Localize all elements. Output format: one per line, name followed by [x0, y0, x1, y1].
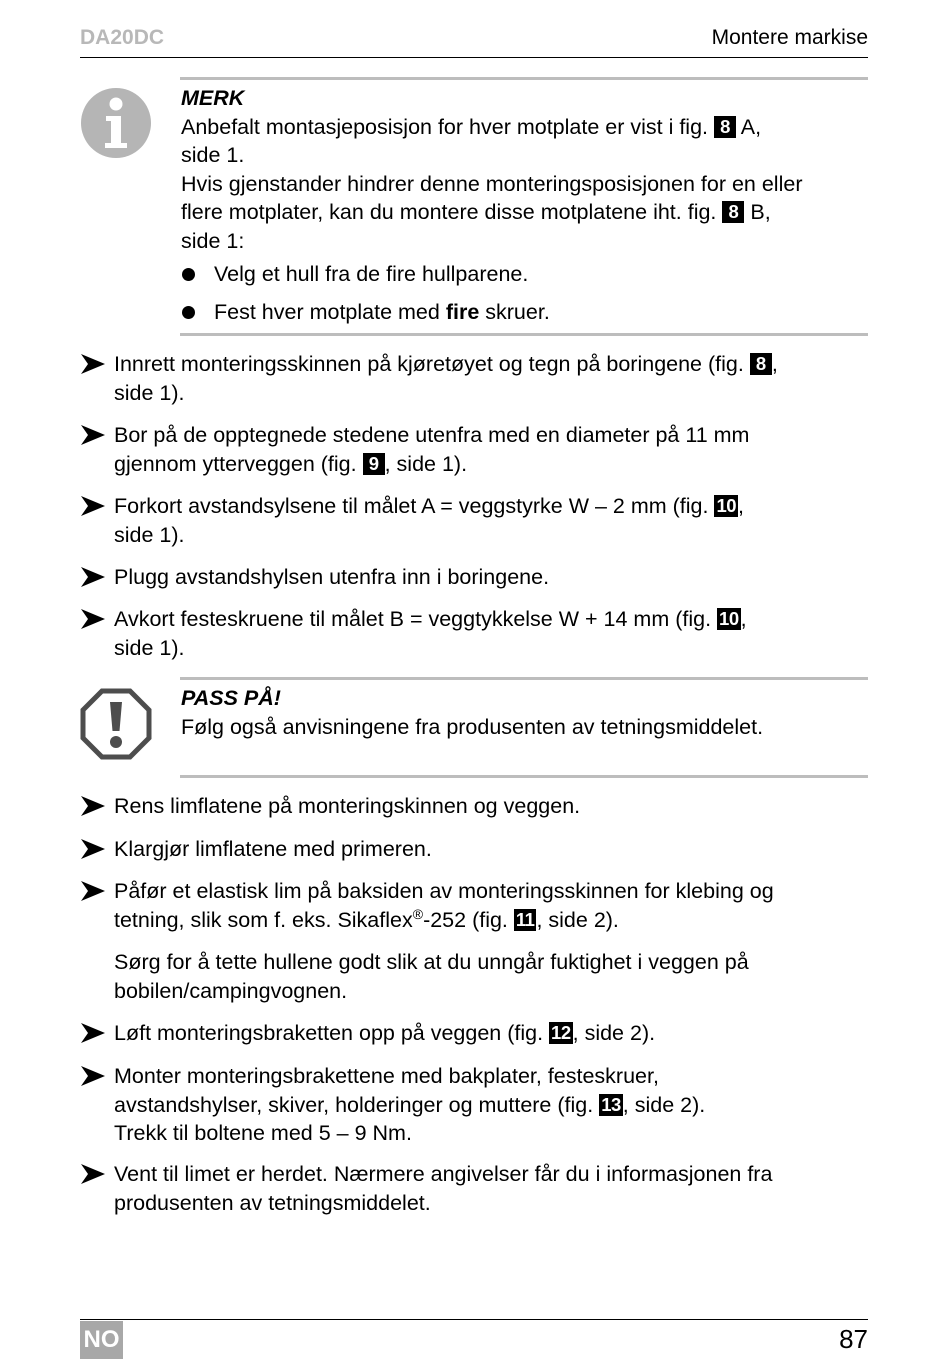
- figure-ref: 10: [719, 608, 739, 629]
- step-note-paragraph: Sørg for å tette hullene godt slik at du unngår fuktighet i veggen på bobilen/campingvognen.: [114, 950, 749, 1003]
- arrow-bullet-icon: [80, 350, 106, 378]
- step-item: Avkort festeskruene til målet B = veggtykkelse W + 14 mm (fig. 10, side 1).: [80, 605, 870, 662]
- arrow-bullet-icon: [80, 1062, 106, 1090]
- warning-text: Følg også anvisningene fra produsenten av tetningsmiddelet.: [181, 714, 764, 739]
- list-item: Fest hver motplate med fire skruer.: [181, 298, 871, 327]
- page-number: 87: [839, 1324, 868, 1354]
- note-text-line: side 1:: [181, 228, 245, 253]
- figure-ref: 12: [551, 1022, 571, 1043]
- note-box: [181, 84, 871, 255]
- arrow-bullet-icon: [80, 792, 106, 820]
- note-text-line: side 1.: [181, 143, 245, 167]
- arrow-bullet-icon: [80, 605, 106, 633]
- arrow-bullet-icon: [80, 492, 106, 520]
- header-divider: [80, 57, 868, 58]
- warning-box: [181, 684, 871, 741]
- info-icon: [80, 87, 152, 159]
- warning-top-rule: [180, 677, 868, 680]
- arrow-bullet-icon: [80, 1019, 106, 1047]
- model-name: DA20DC: [80, 26, 165, 49]
- step-item: Innrett monteringsskinnen på kjøretøyet og tegn på boringene (fig. 8 , side 1).: [80, 350, 870, 407]
- figure-ref: 8: [714, 116, 736, 138]
- note-text-line: Anbefalt montasjeposisjon for hver motplate er vist i fig. 8 A,: [181, 114, 762, 139]
- note-bottom-rule: [180, 333, 868, 336]
- language-badge: NO: [80, 1321, 123, 1359]
- figure-ref: 13: [601, 1093, 621, 1115]
- arrow-bullet-icon: [80, 421, 106, 449]
- step-item: Rens limflatene på monteringskinnen og veggen.: [80, 792, 870, 821]
- step-item: Plugg avstandshylsen utenfra inn i boringene.: [80, 563, 870, 592]
- figure-ref: 9: [363, 453, 385, 475]
- note-bullet-list: [181, 260, 871, 336]
- list-item: Velg et hull fra de fire hullparene.: [181, 260, 871, 289]
- arrow-bullet-icon: [80, 877, 106, 905]
- note-title: MERK: [181, 86, 245, 110]
- section-title: Montere markise: [711, 26, 868, 49]
- step-item: Vent til limet er herdet. Nærmere angivelser får du i informasjonen fra produsenten av tetningsmiddelet.: [80, 1160, 870, 1217]
- arrow-bullet-icon: [80, 563, 106, 591]
- footer-divider: [80, 1319, 868, 1320]
- arrow-bullet-icon: [80, 835, 106, 863]
- step-item: Løft monteringsbraketten opp på veggen (fig. 12, side 2).: [80, 1019, 870, 1048]
- step-item: Monter monteringsbrakettene med bakplater, festeskruer, avstandshylser, skiver, holderinger og muttere (fig. 13, side 2). Trekk til boltene med 5 – 9 Nm.: [80, 1062, 870, 1148]
- step-item: Bor på de opptegnede stedene utenfra med en diameter på 11 mm gjennom ytterveggen (fig. 9 , side 1).: [80, 421, 870, 478]
- note-top-rule: [180, 77, 868, 80]
- step-item: Påfør et elastisk lim på baksiden av monteringsskinnen for klebing og tetning, slik som f. eks. Sikaflex®-252 (fig. 11, side 2).: [80, 877, 870, 934]
- step-item: Klargjør limflatene med primeren.: [80, 835, 870, 864]
- step-item: Forkort avstandsylsene til målet A = veggstyrke W – 2 mm (fig. 10, side 1).: [80, 492, 870, 549]
- figure-ref: 8: [722, 201, 744, 223]
- figure-ref: 11: [515, 908, 535, 930]
- arrow-bullet-icon: [80, 1160, 106, 1188]
- warning-octagon-icon: [80, 688, 152, 760]
- figure-ref: 10: [716, 495, 737, 516]
- warning-bottom-rule: [180, 775, 868, 778]
- note-text-line: Hvis gjenstander hindrer denne monteringsposisjonen for en eller: [181, 171, 803, 196]
- note-text-line: flere motplater, kan du montere disse motplatene iht. fig. 8 B,: [181, 200, 771, 224]
- warning-title: PASS PÅ!: [181, 686, 281, 710]
- figure-ref: 8: [750, 353, 772, 375]
